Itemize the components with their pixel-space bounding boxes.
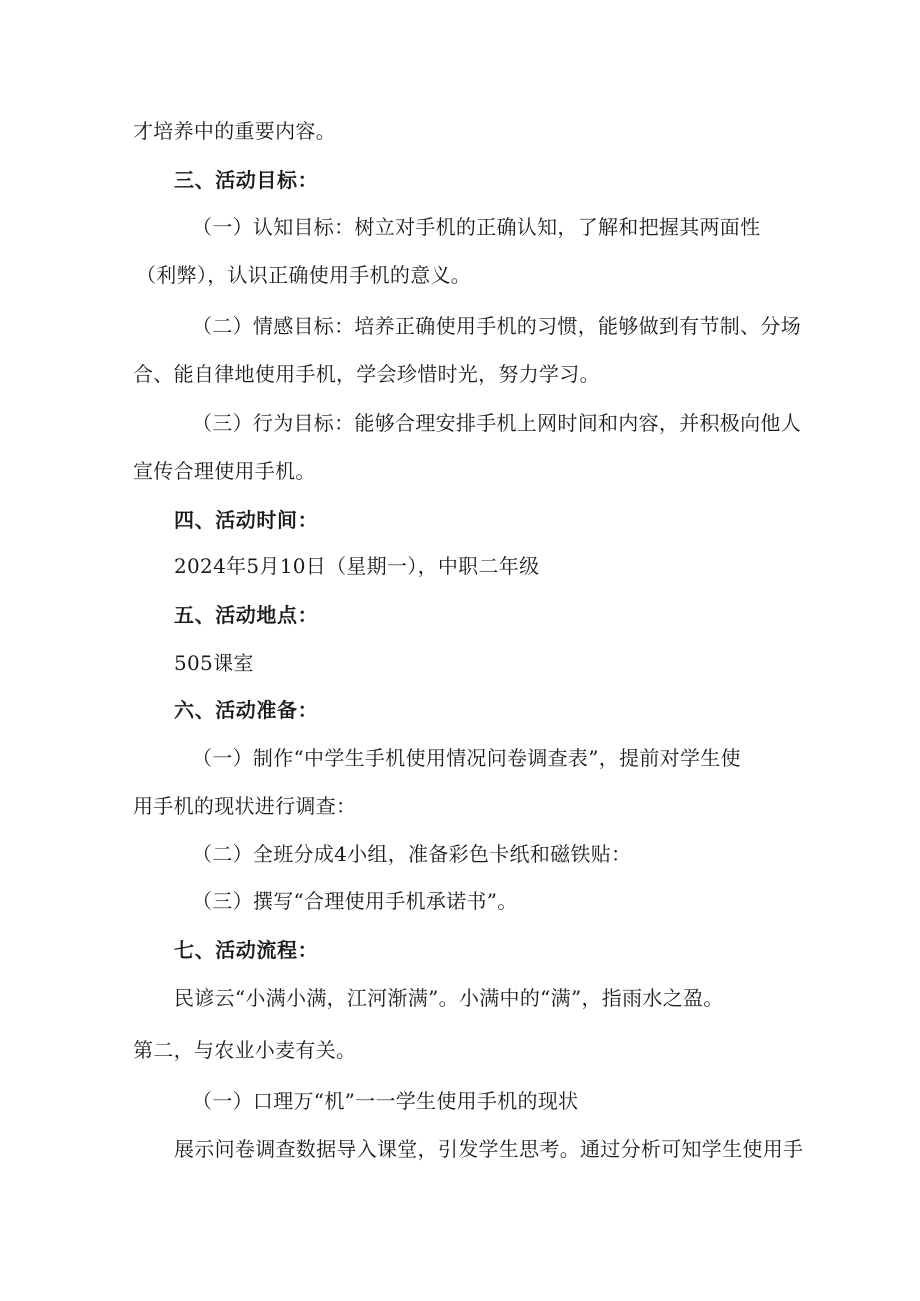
activity-location-text: 505课室 [174,651,254,675]
paragraph-line: （一）制作“中学生手机使用情况问卷调查表”，提前对学生使 [192,746,741,770]
paragraph-line: （三）行为目标：能够合理安排手机上网时间和内容，并积极向他人 [192,411,801,435]
paragraph-line: （一）认知目标：树立对手机的正确认知，了解和把握其两面性 [192,215,761,239]
paragraph-line: （二）全班分成4小组，准备彩色卡纸和磁铁贴： [192,842,632,866]
activity-time-text: 2024年5月10日（星期一），中职二年级 [174,554,540,578]
paragraph-line: （一）口理万“机”一一学生使用手机的现状 [192,1089,579,1113]
paragraph-line: 用手机的现状进行调查： [133,794,357,818]
paragraph-line: 合、能自律地使用手机，学会珍惜时光，努力学习。 [133,362,600,386]
section-heading-goals: 三、活动目标： [174,168,319,192]
section-heading-preparation: 六、活动准备： [174,698,319,722]
paragraph-line: 才培养中的重要内容。 [133,119,336,143]
paragraph-line: 展示问卷调查数据导入课堂，引发学生思考。通过分析可知学生使用手 [174,1137,804,1161]
paragraph-line: 宣传合理使用手机。 [133,459,316,483]
section-heading-location: 五、活动地点： [174,603,319,627]
paragraph-line: （三）撰写“合理使用手机承诺书”。 [192,889,518,913]
paragraph-line: （二）情感目标：培养正确使用手机的习惯，能够做到有节制、分场 [192,314,801,338]
paragraph-line: 民谚云“小满小满，江河渐满”。小满中的“满”，指雨水之盈。 [174,986,724,1010]
section-heading-time: 四、活动时间： [174,508,319,532]
paragraph-line: 第二，与农业小麦有关。 [133,1038,357,1062]
section-heading-process: 七、活动流程： [174,938,319,962]
paragraph-line: （利弊），认识正确使用手机的意义。 [136,263,472,287]
